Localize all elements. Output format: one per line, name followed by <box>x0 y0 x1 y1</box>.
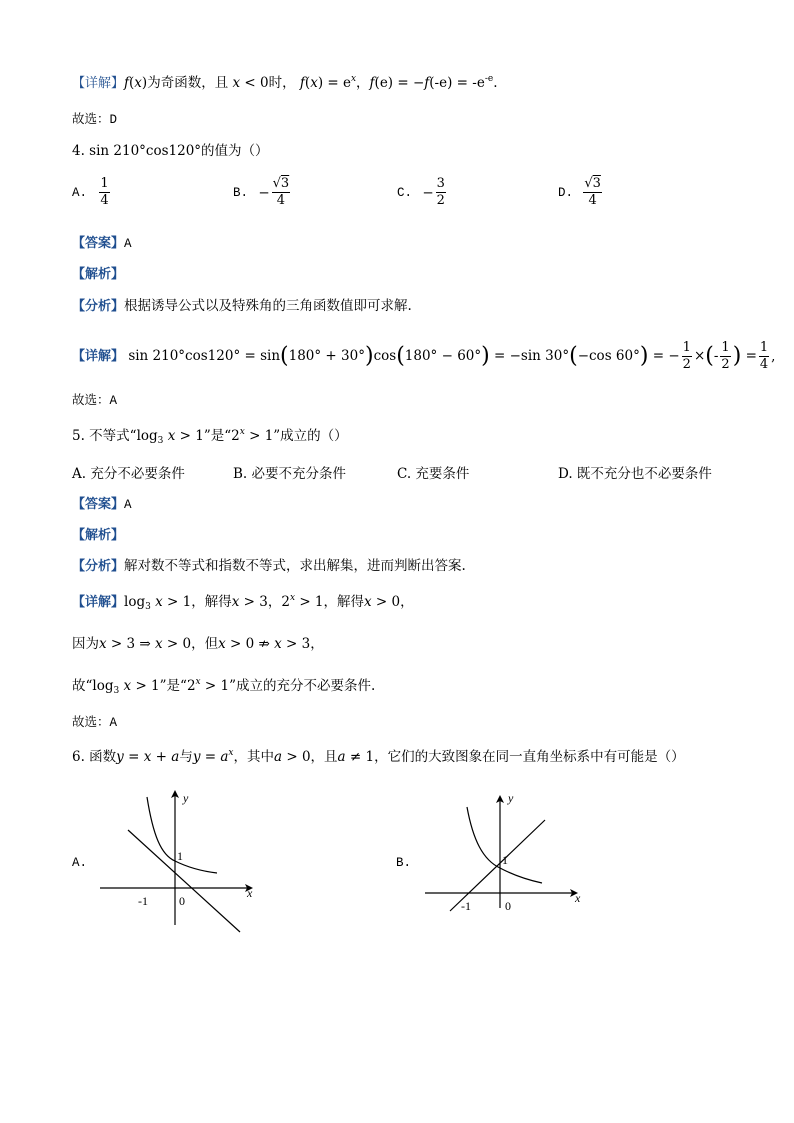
graph-b-origin: 0 <box>505 899 511 913</box>
q4-option-b: B. − $\frac{√3}{4}$ <box>233 176 290 208</box>
q5-option-a: A. 充分不必要条件 <box>72 466 185 482</box>
graph-a <box>95 785 265 935</box>
graph-b-tick-neg-one: -1 <box>461 899 471 913</box>
graph-a-y-label: y <box>183 791 189 805</box>
graph-b-y-label: y <box>508 791 514 805</box>
graph-b-tick-one: 1 <box>502 853 508 867</box>
q5-conclusion: 故“$\log_3$ x > 1”是“$2^x > 1$”成立的充分不必要条件. <box>72 677 376 696</box>
graph-a-x-label: x <box>247 886 253 900</box>
q4-option-c: C. − $\frac{3}{2}$ <box>397 176 445 208</box>
graph-a-origin: 0 <box>179 894 185 908</box>
graph-a-tick-neg-one: -1 <box>138 894 148 908</box>
graph-a-line <box>128 830 240 932</box>
q6-stem: 6. 函数y = x + a与$y = a^x$，其中a > 0，且a ≠ 1，它们的大致图象在同一直角坐标系中有可能是（） <box>72 748 685 765</box>
graph-b-label: B. <box>396 856 412 870</box>
q5-detail: 【详解】$\log_3 x > 1$，解得x > 3，$2^x > 1$，解得x > 0， <box>72 593 414 612</box>
graph-a-label: A. <box>72 856 88 870</box>
q4-stem: 4. sin 210°cos120°的值为（） <box>72 143 269 159</box>
q5-stem: 5. 不等式“$\log_3$ x > 1”是“$2^x > 1$”成立的（） <box>72 427 348 446</box>
detail-tag: 【详解】 <box>72 76 125 91</box>
q3-choose: 故选：D <box>72 113 118 127</box>
graph-b-exp-curve <box>467 807 542 883</box>
q4-option-d: D. $\frac{√3}{4}$ <box>558 176 601 208</box>
q4-option-a: A. $\frac{1}{4}$ <box>72 176 109 208</box>
q5-analysis: 【分析】解对数不等式和指数不等式，求出解集，进而判断出答案. <box>72 558 466 574</box>
q5-choose: 故选：A <box>72 716 118 730</box>
q5-option-c: C. 充要条件 <box>397 466 470 482</box>
graph-b-x-label: x <box>575 891 581 905</box>
q4-detail: 【详解】 sin 210°cos120° = sin(180° + 30°)cos(180° − 60°) = −sin 30°(−cos 60°) = − $\frac{1}{2}$ ×(- $\frac{1}{2}$ ) = $\frac{1}{4}$ , <box>72 340 776 372</box>
q5-answer: 【答案】A <box>72 497 132 512</box>
q4-answer: 【答案】A <box>72 236 132 251</box>
q3-detail-line: 【详解】f(x)为奇函数，且 x < 0时， $f(x) = e^x$，$f(e) = -f(-e) = -e^{-e}$. <box>72 74 498 91</box>
q5-because: 因为x > 3 ⇒ x > 0，但x > 0 ⇏ x > 3， <box>72 636 324 652</box>
q5-option-b: B. 必要不充分条件 <box>233 466 347 482</box>
graph-b <box>420 790 590 915</box>
q5-analysis-tag: 【解析】 <box>72 528 125 543</box>
graph-b-line <box>450 820 545 911</box>
q5-option-d: D. 既不充分也不必要条件 <box>558 466 712 482</box>
graph-a-tick-one: 1 <box>177 849 183 863</box>
q4-choose: 故选：A <box>72 394 118 408</box>
q4-analysis: 【分析】根据诱导公式以及特殊角的三角函数值即可求解. <box>72 298 412 314</box>
q4-analysis-tag: 【解析】 <box>72 267 125 282</box>
